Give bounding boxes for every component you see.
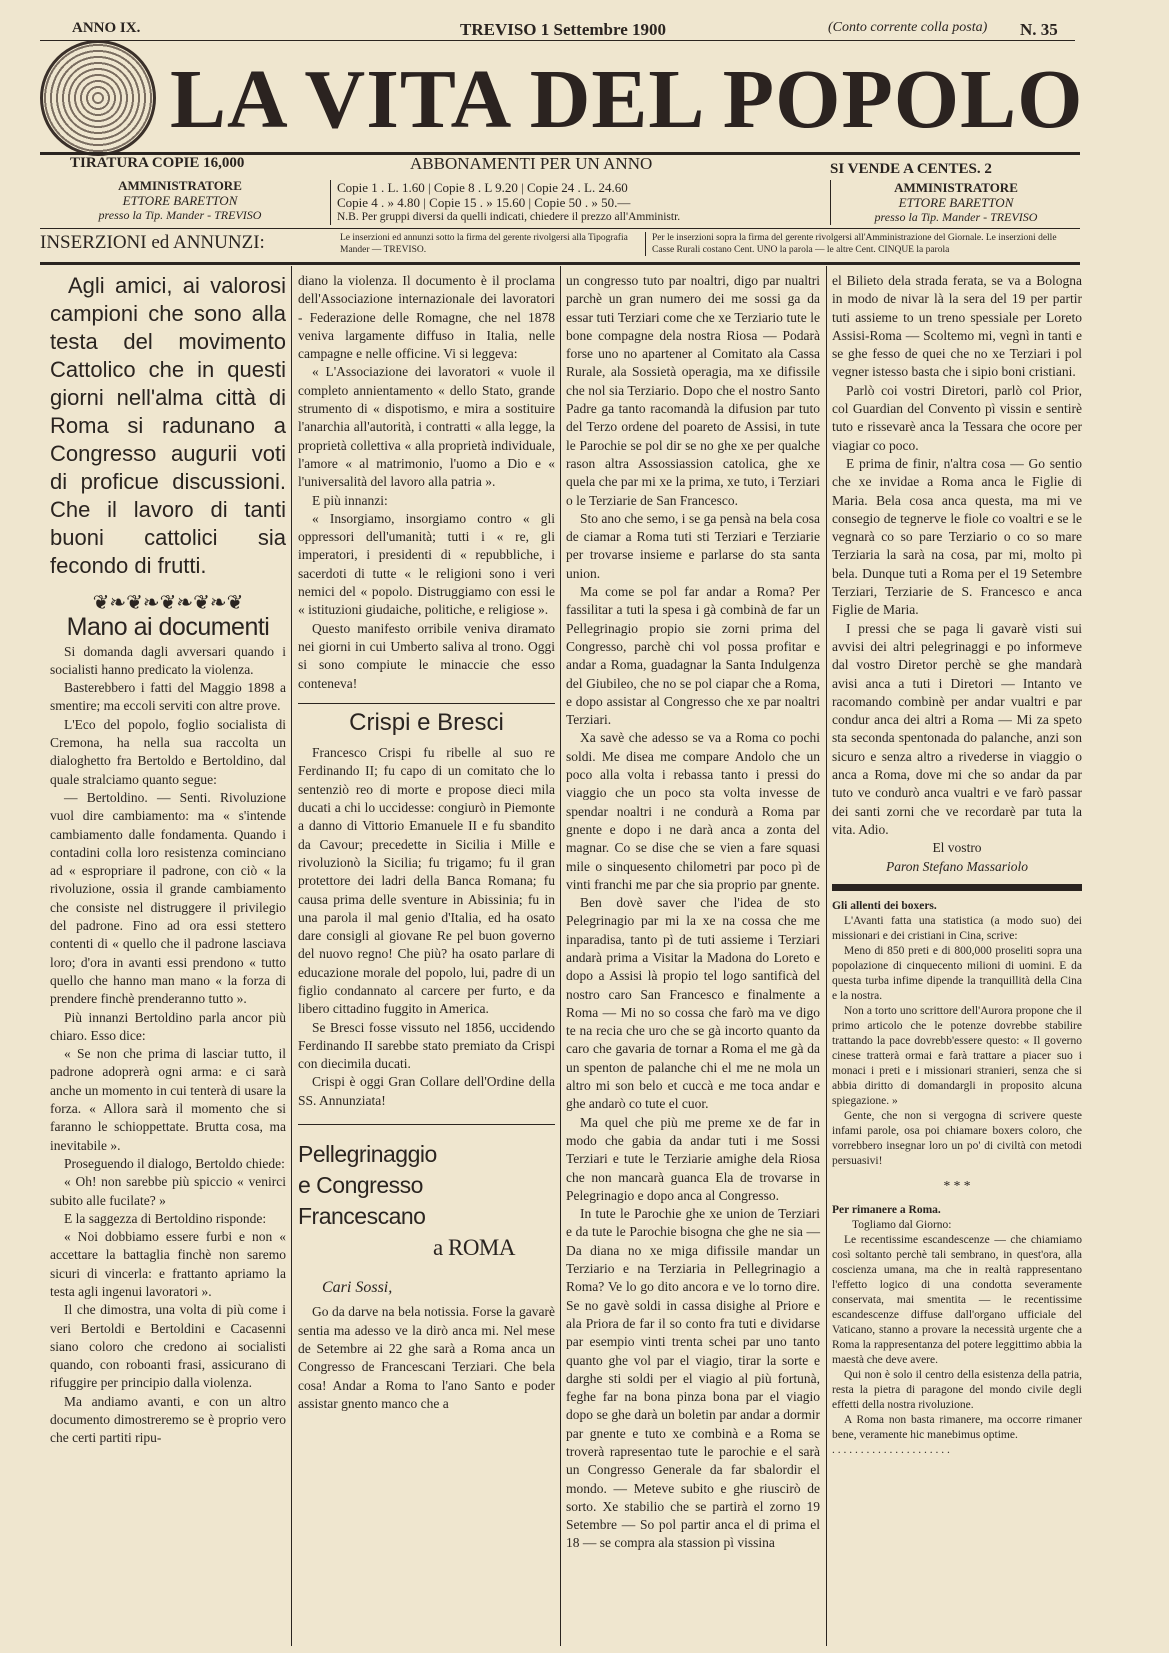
- column-4: [832, 272, 1082, 1458]
- admin-name: ETTORE BARETTON: [898, 195, 1014, 210]
- admin-address: presso la Tip. Mander - TREVISO: [98, 208, 262, 222]
- signature: Paron Stefano Massariolo: [885, 858, 1028, 874]
- paragraph: Proseguendo il dialogo, Bertoldo chiede:: [64, 1155, 285, 1171]
- paragraph: Ma come se pol far andar a Roma? Per fassilitar a tuti la spesa i gà combinà de far un Pellegrinagio propio sie zorni prima del Congresso, parchè chi vol possa profitar e andar a Roma, guadagnar la Santa Indulgenza del Giubileo, che no se pol ciapar che a Roma, e dopo assistar al Congresso che xe par noaltri Terziari.: [566, 584, 820, 728]
- dotted-line: . . . . . . . . . . . . . . . . . . . . .: [832, 1444, 950, 1457]
- paragraph: Ma andiamo avanti, e con un altro documento dimostreremo se è proprio vero che certi partiti ripu-: [50, 1393, 286, 1446]
- paragraph: L'Eco del popolo, foglio socialista di Cremona, ha nella sua raccolta un dialoghetto fra Bertoldo e Bertoldino, dal quale stralciamo quanto segue:: [50, 716, 286, 787]
- admin-name: ETTORE BARETTON: [122, 193, 238, 208]
- paragraph: E prima de finir, n'altra cosa — Go sentio che xe invidae a Roma anca le Figlie di Maria. Bela cosa anca questa, ma mi ve consegio de tegnerve le fiole co voaltri e se le vegnarà co so pare Terziario o co so mare Terziaria la sarà na cosa, par mi, molto pì bela. Dunque tuti a Roma per el 19 Setembre Terziari, Terziarie de S. Francesco e anca Figlie de Maria.: [832, 455, 1082, 618]
- roma-article: [832, 1233, 1082, 1443]
- paragraph: « Insorgiamo, insorgiamo contro « gli oppressori dell'umanità; tutti i « re, gli imperatori, i presidenti di « repubbliche, i sacerdoti di tutte « le religioni sono i veri nemici del « popolo. Distruggiamo con essi le « istituzioni giudaiche, politiche, e religiose ».: [298, 510, 555, 618]
- black-divider: [832, 884, 1082, 891]
- paragraph: Qui non è solo il centro della esistenza della patria, resta la pietra di paragone del mondo civile degli effetti della nostra rivoluzione.: [832, 1369, 1082, 1412]
- paragraph: — Bertoldino. — Senti. Rivoluzione vuol dire cambiamento: ma « s'intende cambiamento dalle fondamenta. Quando i contadini colla loro resistenza cominciano ad « espropriare il padrone, con ciò « la rivoluzione, ossia il grande cambiamento che consiste nel distruggere il privilegio del padrone. Fino ad ora essi stettero contenti di « quello che il padrone lasciava loro; d'ora in avanti essi prendono « tutto quello che hanno man mano « la forza di prendere finchè prenderanno tutto ».: [50, 789, 286, 1007]
- column-3: [566, 272, 820, 1553]
- paragraph: Ben dovè saver che l'idea de sto Pelegrinagio par mi la xe na cossa che me inparadisa, tanto pì de tuti assieme i Terziari andarà prima a Visitar la Madona do Loreto e dopo a Assisi là propio tel logo santificà del nostro caro San Francesco e finalmente a Roma — Mi no so cossa che farò ma ve digo te na recia che uro che se gà incorto quanto da caro che gavaria de tornar a Roma el me gà da un spenton de palanche chi el me ne mola un altro mi son belo et cuccà e me toca andar e ghe andarò co tute el cuor.: [566, 895, 820, 1112]
- dateline: TREVISO 1 Settembre 1900: [460, 20, 667, 39]
- asterism: * * *: [943, 1177, 971, 1193]
- admin-address: presso la Tip. Mander - TREVISO: [874, 210, 1038, 224]
- ornament-divider: ❦❧❦❧❦❧❦❧❦: [92, 592, 244, 614]
- nb-note: N.B. Per gruppi diversi da quelli indicati, chiedere il prezzo all'Amministr.: [337, 211, 681, 223]
- paragraph: Non a torto uno scrittore dell'Aurora propone che il primo articolo che le potenze dovrebbe stabilire trattando la pace dovrebb'essere questo: « Il governo cinese tratterà ormai e farà trattare a piacer suo i monaci i preti e i missionari stranieri, senza che si abbia diritto di domandargli in proposito alcuna spiegazione. »: [832, 1004, 1082, 1107]
- paragraph: Parlò coi vostri Diretori, parlò col Prior, col Guardian del Convento pì vissin e sentirè tuto e rissevarè anca la Tessara che ocore per viagiar co poco.: [832, 382, 1082, 453]
- paragraph: Le recentissime escandescenze — che chiamiamo così soltanto perchè tali sembrano, in quest'ora, alla coscienza umana, ma che in realtà rappresentano l'effetto logico di una condotta severamente conservata, mai smentita — le recentissime escandescenze diffuse dall'organo ufficiale del Vaticano, stanno a provare la necessità urgente che a Roma la rappresentanza del potere leggittimo abbia la maestà che deve avere.: [832, 1234, 1082, 1367]
- print-run: TIRATURA COPIE 16,000: [70, 155, 245, 171]
- paragraph: « L'Associazione dei lavoratori « vuole il completo annientamento « dello Stato, grande strumento di « dispotismo, e mira a sostituire l'anarchia all'autorità, i contratti « alla legge, la proprietà collettiva « alla proprietà individuale, l'amore « al matrimonio, l'uomo a Dio e « l'universalità del lavoro alla patria ».: [298, 364, 555, 490]
- greeting-intro: Agli amici, ai valorosi campioni che sono alla testa del movimento Cattolico che in questi giorni nell'alma città di Roma si radunano a Congresso augurii voti di proficue discussioni. Che il lavoro di tanti buoni cattolici sia fecondo di frutti.: [50, 273, 286, 578]
- admin-title: AMMINISTRATORE: [118, 178, 242, 193]
- heading-pellegrinaggio: Pellegrinaggio e Congresso Francescano a ROMA: [298, 1141, 515, 1261]
- closing: El vostro: [932, 840, 982, 856]
- paragraph: Basterebbero i fatti del Maggio 1898 a smentire; ma eccoli serviti con altre prove.: [50, 680, 286, 714]
- price-row: Copie 1 . L. 1.60 | Copie 8 . L 9.20 | Copie 24 . L. 24.60: [337, 180, 628, 195]
- paragraph: Più innanzi Bertoldino parla ancor più chiaro. Esso dice:: [50, 1009, 286, 1043]
- paragraph: Ma quel che più me preme xe de far in modo che gabia da andar tuti i me Sossi Terziari e tute le Terziarie amighe dela Riosa che non mancarà guanca Ela de trovarse in Pelegrinagio e dopo anca al Congresso.: [566, 1114, 820, 1203]
- column-1: [50, 272, 286, 1448]
- paragraph: Se Bresci fosse vissuto nel 1856, uccidendo Ferdinando II sarebbe stato premiato da Crispi con diecimila ducati.: [298, 1019, 555, 1072]
- paragraph: E più innanzi:: [312, 492, 388, 508]
- price-note: SI VENDE A CENTES. 2: [830, 161, 992, 177]
- seal-emblem: [40, 40, 156, 156]
- administrator-right: [830, 180, 1081, 225]
- paragraph: A Roma non basta rimanere, ma occorre rimaner bene, veramente hic manebimus optime.: [832, 1414, 1082, 1442]
- paragraph: Go da darve na bela notissia. Forse la gavarè sentia ma adesso ve la dirò anca mi. Nel mese de Setembre ai 22 ghe sarà a Roma anca un Congresso de Francescani Terziari. Che bela cosa! Andar a Roma to l'ano Santo e poder assistar gnento manco che a: [298, 1304, 555, 1411]
- issue-number: N. 35: [1020, 20, 1058, 39]
- boxers-article: [832, 914, 1082, 1169]
- price-table: [330, 180, 827, 225]
- admin-title: AMMINISTRATORE: [894, 180, 1018, 195]
- paragraph: diano la violenza. Il documento è il proclama dell'Associazione internazionale dei lavoratori - Federazione delle Romagne, che nel 1878 veniva largamente diffuso in Italia, nelle campagne e nelle officine. Vi si leggeva:: [298, 273, 555, 362]
- postal-note: (Conto corrente colla posta): [828, 20, 988, 35]
- paragraph: Il che dimostra, una volta di più come i veri Bertoldi e Bertoldini e Cacasenni siano coloro che credono ai socialisti quando, con roboanti frasi, assicurano di rifuggire per principio dalla violenza.: [50, 1302, 286, 1391]
- paragraph: Questo manifesto orribile veniva diramato nei giorni in cui Umberto saliva al trono. Oggi si sono compiute le minaccie che esso conteneva!: [298, 620, 555, 691]
- paragraph: I pressi che se paga li gavarè visti sui avvisi dei altri pelegrinaggi e po informeve dal vostro Diretor perchè se ghe mandarà avisi anca a tuti i Diretori — Intanto ve racomando combinè per andar vualtri e par condur anca dei altri a Roma — Mi za speto sta seconda spentonada do palanche, anzi son sicuro e senza altro a rivederse in viaggio o anca a Roma, dove mi che so andar da par tuto ve condurò anca vualtri e ve farò passar dei santi zorni che ve recordarè par tuta la vita. Adio.: [832, 620, 1082, 837]
- price-row: Copie 4 . » 4.80 | Copie 15 . » 15.60 | Copie 50 . » 50.—: [337, 195, 631, 210]
- subscriptions-heading: ABBONAMENTI PER UN ANNO: [410, 154, 653, 173]
- paragraph: E la saggezza di Bertoldino risponde:: [64, 1210, 267, 1226]
- paragraph: Crispi è oggi Gran Collare dell'Ordine della SS. Annunziata!: [298, 1074, 555, 1108]
- administrator-left: [40, 178, 320, 223]
- salutation: Cari Sossi,: [322, 1279, 393, 1297]
- paragraph: Gente, che non si vergogna di scrivere queste infami parole, osa poi chiamare boxers coloro, che vorrebbero insegnar loro un po' di civiltà con metodi persuasivi!: [832, 1109, 1082, 1167]
- paragraph: « Se non che prima di lasciar tutto, il padrone adoprerà ogni arma: e ci sarà anche un momento in cui tenterà di usare la forza. « Allora sarà il momento che si faranno le schioppettate. Brutta cosa, ma inevitabile ».: [50, 1046, 286, 1153]
- heading-per-rimanere-a-roma: Per rimanere a Roma.: [832, 1204, 941, 1217]
- masthead-title: LA VITA DEL POPOLO: [170, 53, 1084, 146]
- source-note: Togliamo dal Giorno:: [852, 1219, 952, 1232]
- paragraph: Francesco Crispi fu ribelle al suo re Ferdinando II; fu capo di un comitato che lo sentenziò reo di morte e propose dieci mila ducati a chi lo uccidesse: congiurò in Piemonte a danno di Vittorio Emanuele II e fu sbandito da Cavour; precedette in Sicilia i Mille e rivoluzionò la Sicilia; fu trigamo; fu il gran protettore dei ladri della Banca Romana; fu causa prima delle sventure in Abissinia; fu in una parola il mal genio d'Italia, ed ha osato dare consigli al giovane Re pel buon governo del nuovo regno! Che più? ha osato parlare di educazione morale del popolo, lui, padre di un figlio condannato al carcere per furto, e da libero cittadino fuggito in America.: [298, 745, 555, 1017]
- paragraph: « Noi dobbiamo essere furbi e non « accettare la battaglia finchè non saremo sicuri di vincerla: e frattanto apriamo la testa agli ingenui lavoratori ».: [50, 1229, 286, 1299]
- ads-note-left: Le inserzioni ed annunzi sotto la firma del gerente rivolgersi alla Tipografia Mander — TREVISO.: [340, 233, 628, 255]
- paragraph: Xa savè che adesso se va a Roma co pochi soldi. Me disea me compare Andolo che un poco alla volta i rebassa tanto i pressi do viaggio che un poco sta volta invesse de spendar noaltri i ne condurà a Roma par gnente e dopo i ne darà anca a zonta del magnar. Co se dise che se vien a fare squasi mile o sinquesento chilometri par poco pì de vinti franchi me par che sia proprio par gnente.: [566, 730, 820, 892]
- paragraph: Meno di 850 preti e di 800,000 proseliti sopra una popolazione di cinquecento milioni di uomini. E da questa turba infime dipende la tranquillità della Cina e la nostra.: [832, 944, 1082, 1002]
- year-label: ANNO IX.: [72, 20, 141, 36]
- heading-mano-ai-documenti: Mano ai documenti: [66, 613, 270, 642]
- paragraph: Si domanda dagli avversari quando i socialisti hanno predicato la violenza.: [50, 643, 286, 677]
- ads-note-right: Per le inserzioni sopra la firma del gerente rivolgersi all'Amministrazione del Giornale. Le inserzioni delle Casse Rurali costano Cent. UNO la parola — le altre Cent. CINQUE la parola: [645, 232, 1080, 256]
- heading-boxers: Gli allenti dei boxers.: [832, 899, 937, 912]
- paragraph: el Bilieto dela strada ferata, se va a Bologna in modo de nivar là la sera del 19 per partir tuti assieme to un treno spessiale per Loreto Assisi-Roma — Scoltemo mi, vegnì in tanti e se ghe fesso de quei che no xe Terziari i pol vegner istesso basta che i sipio boni cristiani.: [832, 273, 1082, 380]
- ads-heading: INSERZIONI ed ANNUNZI:: [40, 232, 265, 253]
- heading-crispi-e-bresci: Crispi e Bresci: [349, 708, 504, 736]
- paragraph: « Oh! non sarebbe più spiccio « venirci subito alle fucilate? »: [50, 1174, 286, 1208]
- paragraph: In tute le Parochie ghe xe union de Terziari e da tute le Parochie bisogna che ghe ne sia — Da diana no xe miga difissile mandar un Terziario e na Terziaria in Pellegrinagio a Roma? Ve lo go dito ancora e ve lo torno dire. Se no gavè soldi in cassa disighe al Priore e ala Priora de far il so conto fra tuti e dividarse par esempio vinti trenta schei par uno tanto quanto ghe vol par el viagio, tirar la sorte e darghe sti soldi per el viagio al più fortunà, feghe far na bona pinza bona par el viagio dopo se ghe darà un boletin par andar a dormir par gnente e tuto xe combinà e a Roma se troverà rapresentao tute le parochie e el sarà un Congresso Generale da far sbalordir el mondo. — Meteve subito e ghe riuscirò de sorto. Xe stabilio che se partirà el zorno 19 Setembre — So pol partir anca el di prima el 18 — se compra ala stassion pì vissina: [566, 1206, 820, 1551]
- paragraph: Sto ano che semo, i se ga pensà na bela cosa de ciamar a Roma tuti sti Terziari e Terziarie per trovarse insieme e parlarse do sta santa union.: [566, 510, 820, 581]
- paragraph: L'Avanti fatta una statistica (a modo suo) dei missionari e dei cristiani in Cina, scrive:: [832, 914, 1082, 942]
- paragraph: un congresso tuto par noaltri, digo par nualtri parchè un gran numero dei me sossi ga da essar tuti Terziari come che xe Terziario tute le bone compagne dela nostra Riosa — Podarà forse uno no apartener al Comitato ala Cassa Rurale, ala Sossietà operagia, ma xe difissile che nol sia Terziario. Dopo che el nostro Santo Padre ga tanto racomandà la difusion par tuto del Terzo ordene del poareto de Assisi, in tute le Parochie se pol dir se no ghe xe per qualche rason altra Assossiassion catolica, ghe xe quela che par mi xe la prima, xe tuto, i Terziari o le Terziarie de San Francesco.: [566, 273, 820, 508]
- column-2: [298, 272, 555, 1413]
